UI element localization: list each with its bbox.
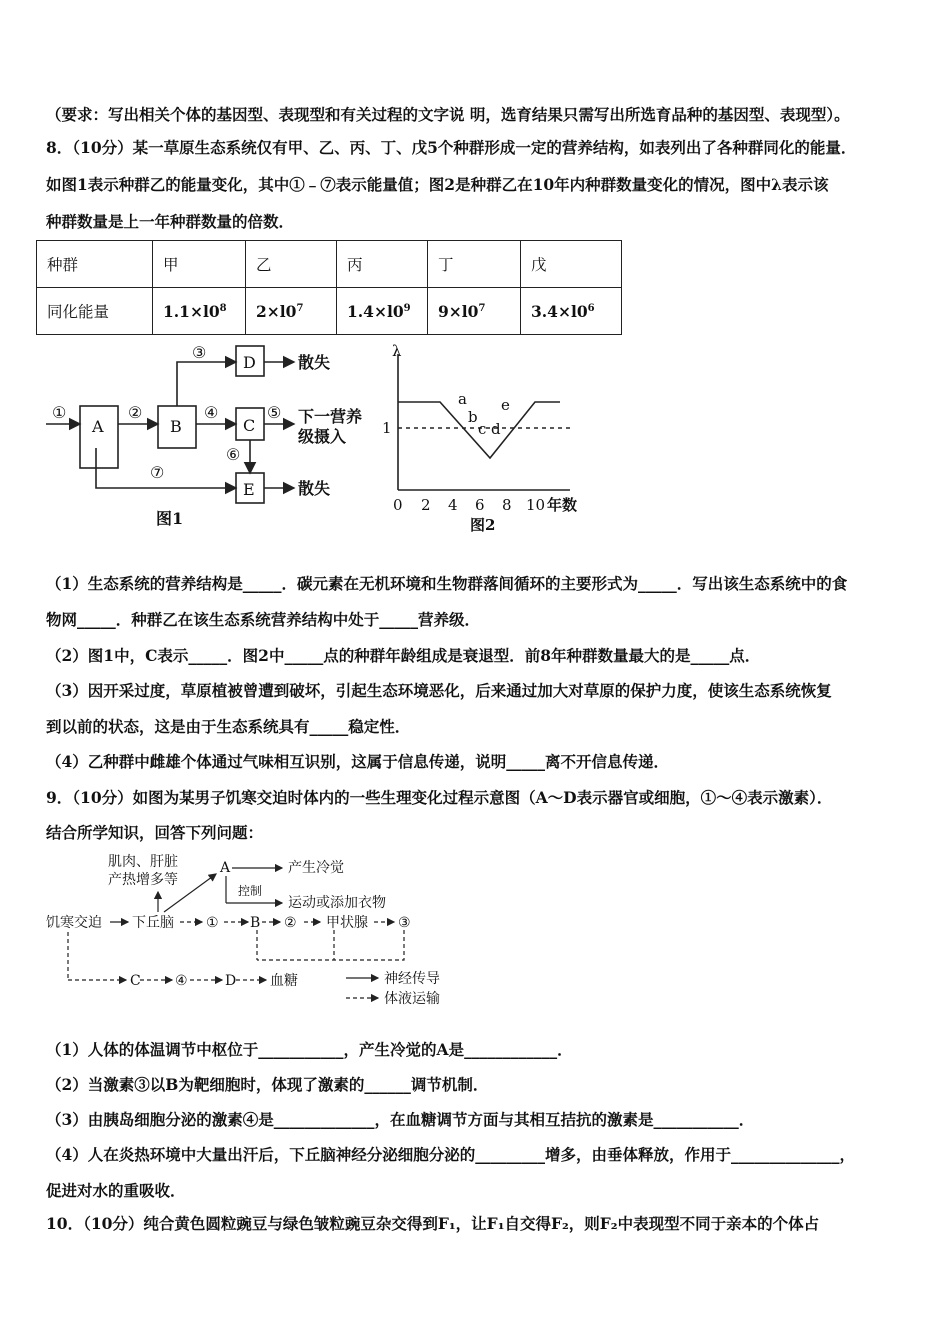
q8-line2: 如图1表示种群乙的能量变化，其中①﹣⑦表示能量值；图2是种群乙在10年内种群数量变化的情况，图中λ表示该 — [46, 175, 829, 194]
fig1-out-e: 散失 — [298, 479, 331, 498]
fig3-muscle2: 产热增多等 — [108, 872, 178, 888]
fig1-out-d: 散失 — [298, 353, 331, 372]
fig3-h1: ① — [206, 915, 219, 931]
fig1-num-2: ② — [128, 403, 143, 422]
fig1-label-d: D — [243, 353, 256, 372]
fig3-thyroid: 甲状腺 — [326, 915, 368, 931]
fig1-label-c: C — [243, 416, 256, 435]
fig2-point-e: e — [501, 396, 510, 414]
table-header-cell: 乙 — [246, 241, 337, 288]
fig1-out-c1: 下一营养 — [298, 407, 363, 426]
table-row-label: 同化能量 — [37, 288, 153, 335]
fig1-num-6: ⑥ — [226, 445, 241, 464]
q9-line1: 9．（10分）如图为某男子饥寒交迫时体内的一些生理变化过程示意图（A～D表示器官或细胞，①～④表示激素）． — [46, 788, 833, 807]
fig2-point-b: b — [468, 408, 478, 426]
energy-table — [36, 240, 622, 335]
fig3-a: A — [220, 860, 231, 876]
energy-figures — [40, 338, 610, 548]
table-row — [37, 288, 622, 335]
fig1-num-5: ⑤ — [267, 403, 282, 422]
fig1-label-a: A — [92, 417, 104, 436]
q8-line3: 种群数量是上一年种群数量的倍数． — [46, 212, 295, 231]
fig2-tick: 6 — [475, 496, 485, 514]
q8-line1: 8．（10分）某一草原生态系统仅有甲、乙、丙、丁、戊5个种群形成一定的营养结构，如表列出了各种群同化的能量． — [46, 138, 857, 157]
q9-sub4-line2: 促进对水的重吸收． — [46, 1181, 186, 1200]
fig2-tick: 8 — [502, 496, 512, 514]
fig2-tick: 4 — [448, 496, 458, 514]
fig3-move: 运动或添加衣物 — [288, 895, 386, 911]
fig1-label-b: B — [170, 417, 182, 436]
fig1-out-c2: 级摄入 — [298, 427, 347, 446]
q8-sub1-line2: 物网_____．种群乙在该生态系统营养结构中处于_____营养级． — [46, 610, 481, 629]
fig3-legend-fluid: 体液运输 — [384, 991, 440, 1007]
fig1-num-3: ③ — [192, 343, 207, 362]
q8-sub2: （2）图1中，C表示_____．图2中_____点的种群年龄组成是衰退型．前8年种群数量最大的是_____点． — [46, 646, 761, 665]
table-header-cell: 种群 — [37, 241, 153, 288]
table-cell: $9\times l0^7$ — [428, 288, 521, 335]
table-cell: $2\times l0^7$ — [246, 288, 337, 335]
fig3-muscle1: 肌肉、肝脏 — [108, 854, 178, 870]
fig1-label-e: E — [243, 480, 255, 499]
table-row — [37, 241, 622, 288]
fig3-c: C — [130, 973, 141, 989]
fig3-h2: ② — [284, 915, 297, 931]
fig3-glucose: 血糖 — [270, 973, 298, 989]
fig3-legend-nerve: 神经传导 — [384, 971, 440, 987]
q8-sub3-line1: （3）因开采过度，草原植被曾遭到破坏，引起生态环境恶化，后来通过加大对草原的保护力度，使该生态系统恢复 — [46, 681, 832, 700]
fig1-num-4: ④ — [204, 403, 219, 422]
fig3-h4: ④ — [175, 973, 188, 989]
table-cell: $1.4\times l0^9$ — [337, 288, 428, 335]
fig3-h3: ③ — [398, 915, 411, 931]
fig2-ylabel: λ — [392, 342, 402, 360]
fig2-tick: 0 — [393, 496, 403, 514]
fig2-one: 1 — [382, 419, 392, 437]
fig3-start: 饥寒交迫 — [46, 915, 102, 931]
table-header-cell: 戊 — [521, 241, 622, 288]
table-cell: $3.4\times l0^6$ — [521, 288, 622, 335]
fig2-point-d: d — [491, 420, 501, 438]
fig3-d: D — [225, 973, 237, 989]
fig2-point-a: a — [458, 390, 467, 408]
table-header-cell: 丙 — [337, 241, 428, 288]
fig1-num-7: ⑦ — [150, 463, 165, 482]
fig3-b: B — [250, 915, 261, 931]
fig3-cold: 产生冷觉 — [288, 860, 344, 876]
fig1-num-1: ① — [52, 403, 67, 422]
table-header-cell: 丁 — [428, 241, 521, 288]
fig3-control: 控制 — [238, 884, 263, 898]
fig2-tick: 2 — [421, 496, 431, 514]
q8-sub1-line1: （1）生态系统的营养结构是_____．碳元素在无机环境和生物群落间循环的主要形式为_____．写出该生态系统中的食 — [46, 574, 848, 593]
q9-sub4-line1: （4）人在炎热环境中大量出汗后，下丘脑神经分泌细胞分泌的_________增多，由垂体释放，作用于______________， — [46, 1145, 856, 1164]
q9-sub3: （3）由胰岛细胞分泌的激素④是_____________，在血糖调节方面与其相互拮抗的激素是___________． — [46, 1110, 755, 1129]
q10-line1: 10．（10分）纯合黄色圆粒豌豆与绿色皱粒豌豆杂交得到F₁，让F₁自交得F₂，则F₂中表现型不同于亲本的个体占 — [46, 1214, 820, 1233]
q9-sub1: （1）人体的体温调节中枢位于___________，产生冷觉的A是____________． — [46, 1040, 573, 1059]
fig2-tick: 10 — [526, 496, 546, 514]
fig1-box-a — [80, 406, 118, 468]
table-header-cell: 甲 — [153, 241, 246, 288]
fig2-point-c: c — [478, 420, 487, 438]
q9-sub2: （2）当激素③以B为靶细胞时，体现了激素的______调节机制． — [46, 1075, 489, 1094]
table-cell: $1.1\times l0^8$ — [153, 288, 246, 335]
q8-sub4: （4）乙种群中雌雄个体通过气味相互识别，这属于信息传递，说明_____离不开信息传递． — [46, 752, 670, 771]
q8-sub3-line2: 到以前的状态，这是由于生态系统具有_____稳定性． — [46, 717, 411, 736]
fig2-xunit: 年数 — [547, 496, 578, 514]
requirement-line: （要求：写出相关个体的基因型、表现型和有关过程的文字说 明，选育结果只需写出所选育品种的基因型、表现型）。 — [46, 105, 850, 124]
fig2-caption: 图2 — [470, 516, 496, 534]
fig1-caption: 图1 — [156, 509, 184, 528]
fig3-hypo: 下丘脑 — [132, 915, 174, 931]
q9-line2: 结合所学知识，回答下列问题： — [46, 823, 264, 842]
hormone-figure — [44, 850, 464, 1015]
